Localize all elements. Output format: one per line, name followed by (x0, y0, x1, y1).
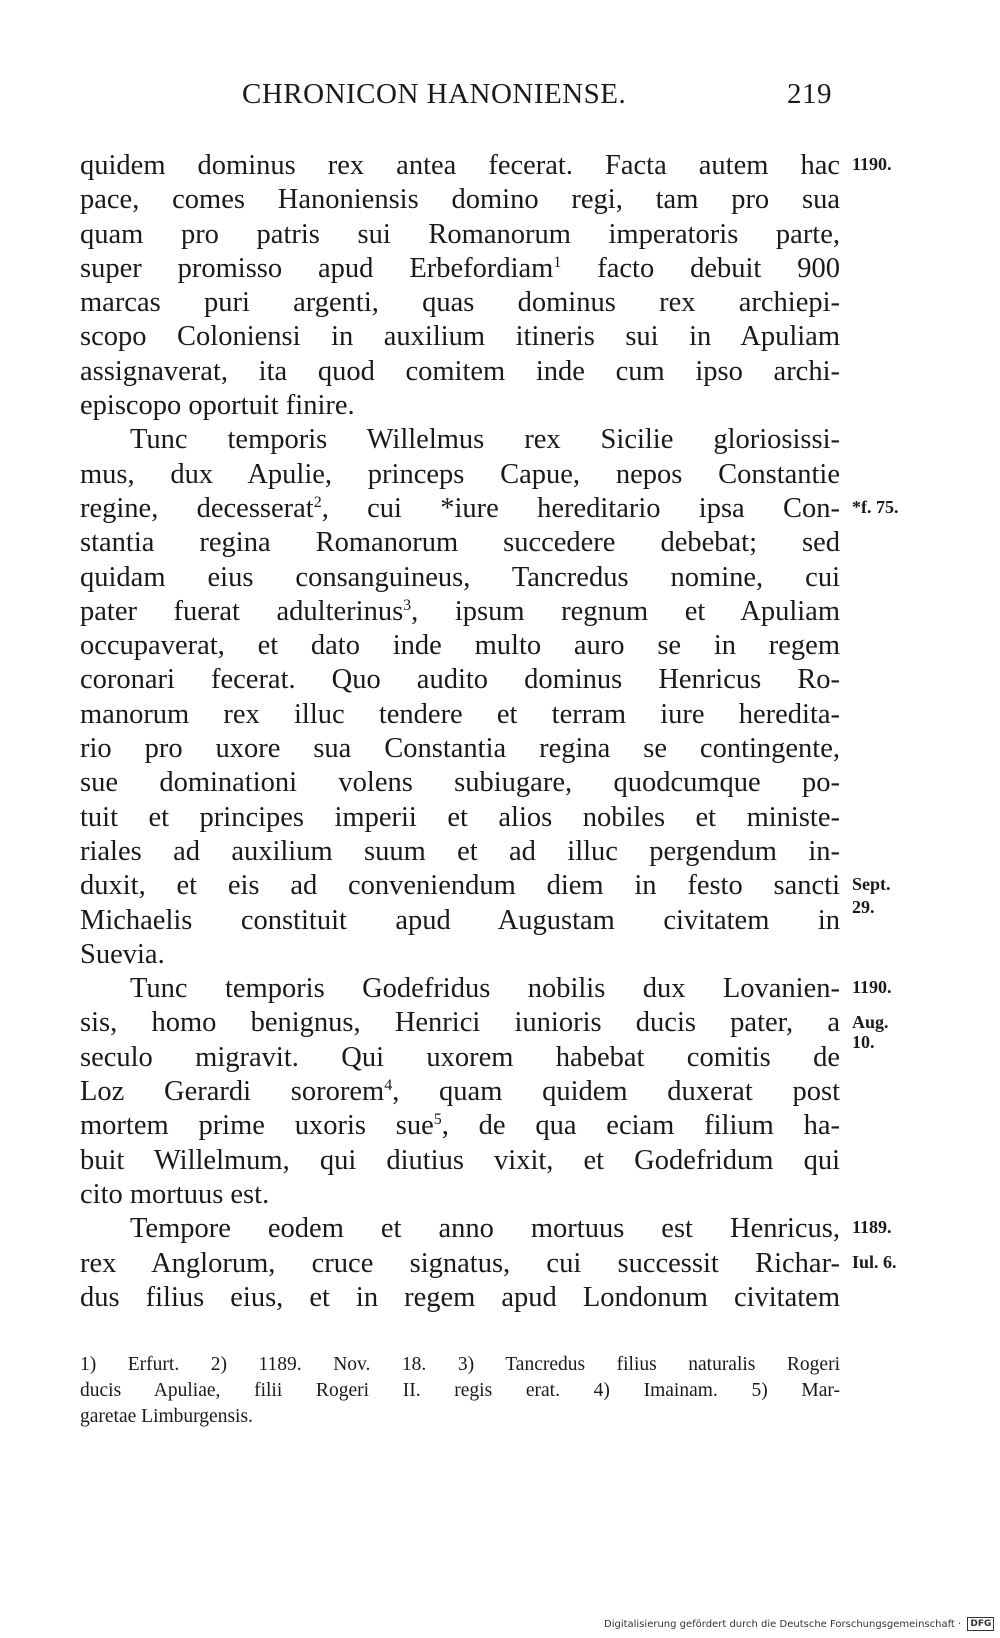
text-line (80, 1109, 840, 1143)
text-line (80, 1178, 840, 1212)
footnote-marker: 5 (433, 1111, 442, 1129)
text-line (80, 1144, 840, 1178)
margin-date-note: 1189. (852, 1217, 892, 1238)
text-line (80, 218, 840, 252)
text-line (80, 286, 840, 320)
text-line (80, 252, 840, 286)
text-line (80, 835, 840, 869)
text-line (80, 629, 840, 663)
main-text (80, 149, 840, 1315)
line-text: riales ad auxilium suum et ad illuc pergendum in- (80, 835, 840, 867)
footnote-line: garetae Limburgensis. (80, 1406, 253, 1427)
margin-date-note: *f. 75. (852, 497, 899, 517)
line-text: super promisso apud Erbefordiam (80, 252, 554, 284)
text-line (80, 1041, 840, 1075)
footnote-marker: 1 (553, 253, 562, 271)
line-text-continued: , ipsum regnum et Apuliam (411, 595, 841, 627)
line-text: coronari fecerat. Quo audito dominus Henricus Ro- (80, 664, 840, 696)
text-line (80, 663, 840, 697)
footnote-line: 1) Erfurt. 2) 1189. Nov. 18. 3) Tancredus filius naturalis Rogeri (80, 1354, 840, 1375)
line-text: duxit, et eis ad conveniendum diem in festo sancti (80, 870, 840, 902)
text-line (80, 1075, 840, 1109)
page-number: 219 (787, 78, 832, 110)
text-line (80, 458, 840, 492)
line-text: stantia regina Romanorum succedere debebat; sed (80, 527, 840, 559)
text-line (80, 595, 840, 629)
line-text-continued: , de qua eciam filium ha- (441, 1110, 840, 1142)
text-line (80, 1247, 840, 1281)
line-text-continued: facto debuit 900 (561, 252, 840, 284)
text-line (80, 492, 840, 526)
margin-date-note: Sept. (852, 874, 891, 895)
digitization-credit (604, 1617, 992, 1633)
footnotes (80, 1352, 840, 1430)
line-text: quidem dominus rex antea fecerat. Facta autem hac (80, 150, 840, 181)
text-line (80, 561, 840, 595)
line-text: regine, decesserat (80, 492, 314, 524)
text-line (80, 698, 840, 732)
text-line (80, 801, 840, 835)
line-text: manorum rex illuc tendere et terram iure heredita- (80, 698, 840, 730)
page-header-title: CHRONICON HANONIENSE. (242, 78, 627, 110)
line-text: Tempore eodem et anno mortuus est Henricus, (130, 1213, 840, 1245)
line-text: marcas puri argenti, quas dominus rex archiepi- (80, 287, 840, 319)
line-text: seculo migravit. Qui uxorem habebat comitis de (80, 1041, 840, 1073)
text-line (80, 423, 840, 457)
line-text: rex Anglorum, cruce signatus, cui successit Richar- (80, 1247, 840, 1279)
line-text: assignaverat, ita quod comitem inde cum ipso archi- (80, 355, 840, 387)
line-text: pater fuerat adulterinus (80, 595, 404, 627)
margin-date-note: 1190. (852, 977, 892, 998)
line-text: Suevia. (80, 938, 165, 970)
running-header (242, 78, 832, 118)
text-line (80, 1006, 840, 1040)
line-text: occupaverat, et dato inde multo auro se in regem (80, 630, 840, 662)
footnote-marker: 3 (403, 596, 412, 614)
line-text: tuit et principes imperii et alios nobiles et ministe- (80, 801, 840, 833)
text-line (80, 149, 840, 183)
text-line (80, 1281, 840, 1315)
text-line (80, 526, 840, 560)
line-text: Tunc temporis Willelmus rex Sicilie gloriosissi- (130, 424, 840, 456)
margin-date-note: 1190. (852, 154, 892, 174)
text-line (80, 869, 840, 903)
text-line (80, 183, 840, 217)
line-text: pace, comes Hanoniensis domino regi, tam pro sua (80, 184, 840, 216)
line-text: episcopo oportuit finire. (80, 390, 355, 422)
text-line (80, 904, 840, 938)
line-text: Michaelis constituit apud Augustam civitatem in (80, 904, 840, 936)
text-line (80, 355, 840, 389)
text-line (80, 389, 840, 423)
text-line (80, 320, 840, 354)
line-text-continued: , cui *iure hereditario ipsa Con- (321, 492, 840, 524)
line-text: buit Willelmum, qui diutius vixit, et Godefridum qui (80, 1144, 840, 1176)
text-line (80, 766, 840, 800)
line-text: mortem prime uxoris sue (80, 1110, 434, 1142)
footnote-line: ducis Apuliae, filii Rogeri II. regis erat. 4) Imainam. 5) Mar- (80, 1380, 840, 1401)
line-text: dus filius eius, et in regem apud Londonum civitatem (80, 1281, 840, 1313)
line-text: Loz Gerardi sororem (80, 1076, 385, 1108)
text-line (80, 1212, 840, 1246)
margin-date-note: 29. (852, 896, 875, 917)
line-text: quidam eius consanguineus, Tancredus nomine, cui (80, 561, 840, 593)
line-text: Tunc temporis Godefridus nobilis dux Lovanien- (130, 973, 840, 1005)
line-text: sue dominationi volens subiugare, quodcumque po- (80, 767, 840, 799)
margin-date-note: Aug. (852, 1011, 889, 1032)
line-text: quam pro patris sui Romanorum imperatoris parte, (80, 218, 840, 250)
dfg-logo: DFG (967, 1617, 994, 1631)
line-text: scopo Coloniensi in auxilium itineris sui in Apuliam (80, 321, 840, 353)
line-text: cito mortuus est. (80, 1178, 270, 1210)
line-text: mus, dux Apulie, princeps Capue, nepos Constantie (80, 458, 840, 490)
line-text-continued: , quam quidem duxerat post (392, 1076, 840, 1108)
text-line (80, 938, 840, 972)
margin-date-note: Iul. 6. (852, 1251, 897, 1272)
margin-date-note: 10. (852, 1032, 875, 1053)
text-line (80, 972, 840, 1006)
footnote-marker: 4 (384, 1077, 393, 1095)
line-text: sis, homo benignus, Henrici iunioris ducis pater, a (80, 1007, 840, 1039)
credit-text: Digitalisierung gefördert durch die Deutsche Forschungsgemeinschaft · (604, 1619, 962, 1630)
footnote-marker: 2 (313, 493, 322, 511)
text-line (80, 732, 840, 766)
line-text: rio pro uxore sua Constantia regina se contingente, (80, 733, 840, 765)
